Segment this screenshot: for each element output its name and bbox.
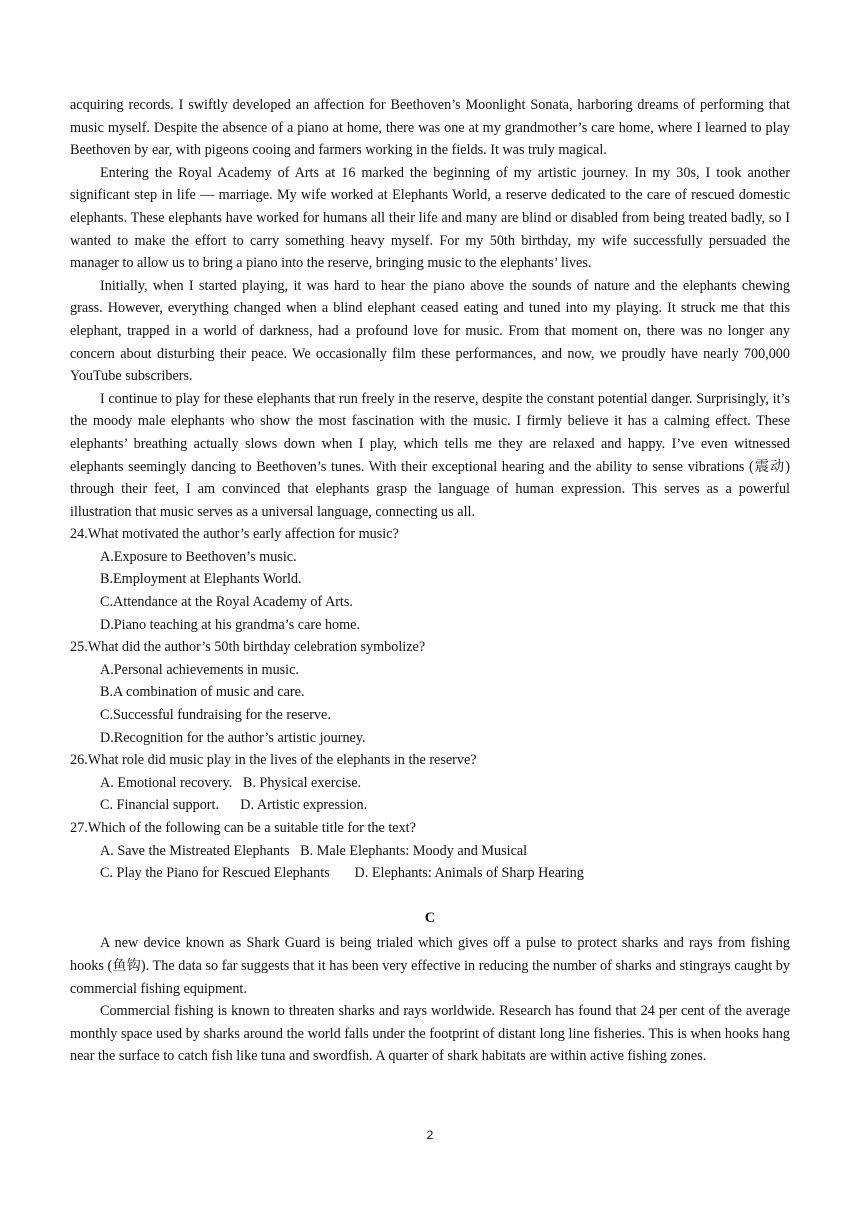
document-page xyxy=(70,94,790,1068)
passage-b-paragraph-2: Entering the Royal Academy of Arts at 16 marked the beginning of my artistic journey. In my 30s, I took another significant step in life — marriage. My wife worked at Elephants World, a reserve dedicated to the care of rescued domestic elephants. These elephants have worked for humans all their life and many are blind or disabled from being treated badly, so I wanted to make the effort to carry something heavy myself. For my 50th birthday, my wife successfully persuaded the manager to allow us to bring a piano into the reserve, bringing music to the elephants’ lives. xyxy=(70,164,790,272)
question-option: C.Successful fundraising for the reserve. xyxy=(100,707,331,724)
passage-b-paragraph-4: I continue to play for these elephants that run freely in the reserve, despite the constant potential danger. Surprisingly, it’s the moody male elephants who show the most fascination with the music. I firmly believe it has a calming effect. These elephants’ breathing actually slows down when I play, which tells me they are relaxed and happy. I’ve even witnessed elephants seemingly dancing to Beethoven’s tunes. With their exceptional hearing and the ability to sense vibrations (震动) through their feet, I am convinced that elephants grasp the language of human expression. This serves as a powerful illustration that music serves as a universal language, connecting us all. xyxy=(70,390,790,520)
passage-b-paragraph-3: Initially, when I started playing, it was hard to hear the piano above the sounds of nature and the elephants chewing grass. However, everything changed when a blind elephant ceased eating and tuned into my playing. It struck me that this elephant, trapped in a world of darkness, had a profound love for music. From that moment on, there was no longer any concern about disturbing their peace. We occasionally film these performances, and now, we proudly have nearly 700,000 YouTube subscribers. xyxy=(70,277,790,385)
question-stem: 27.Which of the following can be a suitable title for the text? xyxy=(70,820,416,836)
question-option: C. Play the Piano for Rescued Elephants D. Elephants: Animals of Sharp Hearing xyxy=(100,865,584,882)
passage-b-paragraph-1: acquiring records. I swiftly developed an affection for Beethoven’s Moonlight Sonata, harboring dreams of performing that music myself. Despite the absence of a piano at home, there was one at my grandmother’s care home, where I learned to play Beethoven by ear, with pigeons cooing and farmers working in the fields. It was truly magical. xyxy=(70,97,790,159)
page-number: 2 xyxy=(426,1128,434,1142)
question-24 xyxy=(70,523,790,636)
passage-c-paragraph-2: Commercial fishing is known to threaten sharks and rays worldwide. Research has found that 24 per cent of the average monthly space used by sharks around the world falls under the footprint of distant long line fisheries. This is when hooks hang near the surface to catch fish like tuna and swordfish. A quarter of shark habitats are within active fishing zones. xyxy=(70,1003,790,1065)
question-stem: 26.What role did music play in the lives of the elephants in the reserve? xyxy=(70,752,477,769)
question-option: D.Piano teaching at his grandma’s care home. xyxy=(100,616,361,633)
passage-c-paragraph-1: A new device known as Shark Guard is being trialed which gives off a pulse to protect sharks and rays from fishing hooks (鱼钩). The data so far suggests that it has been very effective in reducing the number of sharks and stingrays caught by commercial fishing equipment. xyxy=(70,935,790,997)
question-option: A.Personal achievements in music. xyxy=(100,661,299,678)
section-heading: C xyxy=(424,909,436,926)
question-stem: 24.What motivated the author’s early affection for music? xyxy=(70,526,399,543)
question-27 xyxy=(70,817,790,885)
question-25 xyxy=(70,636,790,749)
question-option: D.Recognition for the author’s artistic journey. xyxy=(100,729,366,746)
question-option: A. Emotional recovery. B. Physical exercise. xyxy=(100,774,362,791)
question-option: C.Attendance at the Royal Academy of Arts. xyxy=(100,594,353,611)
question-stem: 25.What did the author’s 50th birthday celebration symbolize? xyxy=(70,639,426,656)
question-26 xyxy=(70,749,790,817)
question-option: B.Employment at Elephants World. xyxy=(100,571,302,588)
question-option: A.Exposure to Beethoven’s music. xyxy=(100,548,297,565)
question-option: A. Save the Mistreated Elephants B. Male Elephants: Moody and Musical xyxy=(100,842,528,859)
question-option: C. Financial support. D. Artistic expression. xyxy=(100,797,368,814)
question-option: B.A combination of music and care. xyxy=(100,684,305,701)
